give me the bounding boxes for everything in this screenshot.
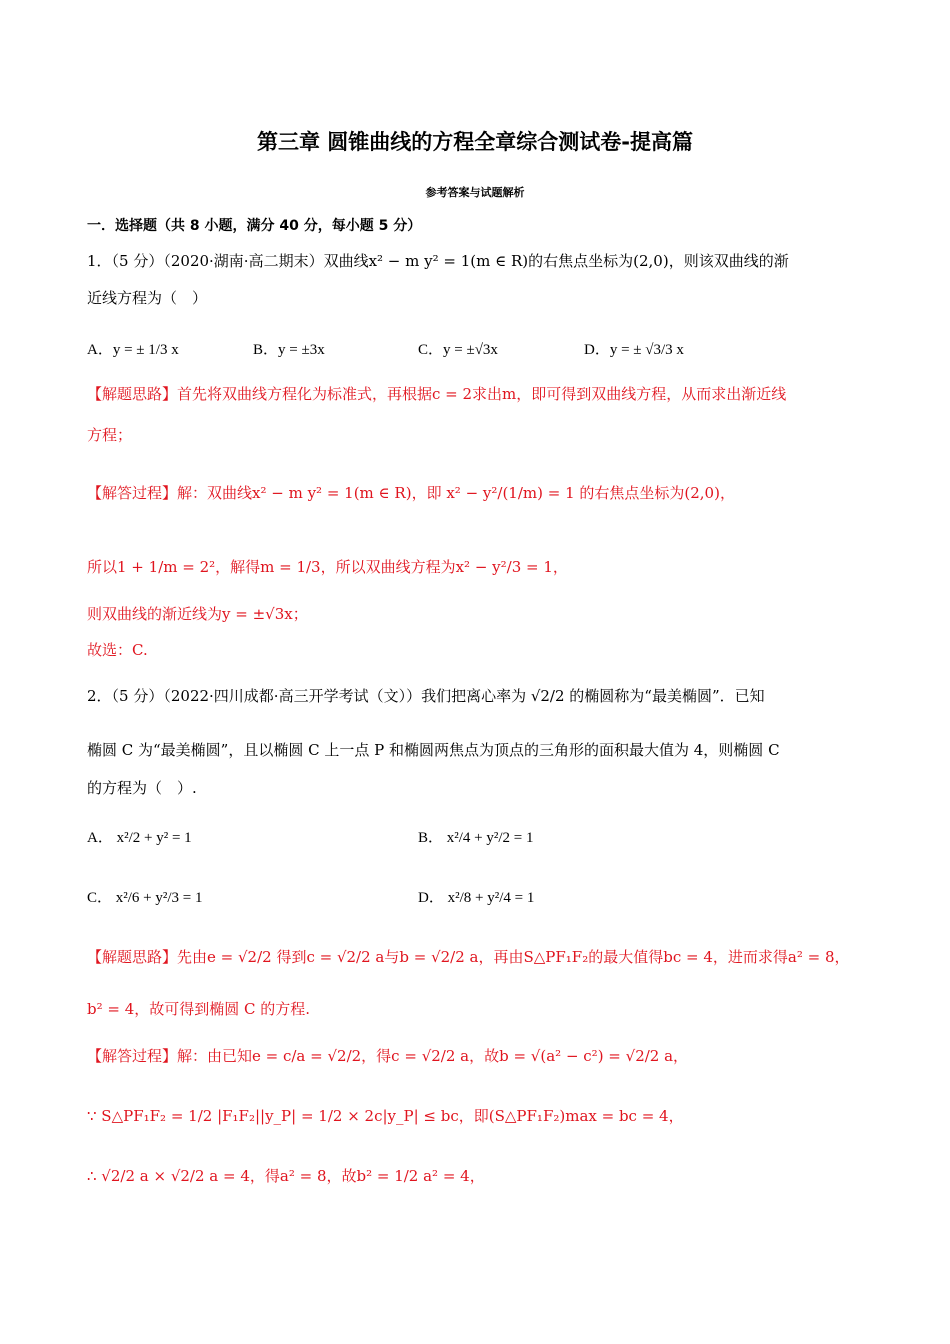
q1-answer: 故选：C. <box>87 641 148 659</box>
q2-solution-process-line2: ∵ S△PF₁F₂ = 1/2 |F₁F₂||y_P| = 1/2 × 2c|y_P| ≤ bc，即(S△PF₁F₂)max = bc = 4， <box>87 1107 684 1125</box>
q1-solution-process-line3: 则双曲线的渐近线为y = ±√3x； <box>87 605 308 623</box>
q2-solution-idea-line1: 【解题思路】先由e = √2/2 得到c = √2/2 a与b = √2/2 a，再由S△PF₁F₂的最大值得bc = 4，进而求得a² = 8， <box>87 948 850 966</box>
q2-stem-line2: 椭圆 C 为“最美椭圆”，且以椭圆 C 上一点 P 和椭圆两焦点为顶点的三角形的面积最大值为 4，则椭圆 C <box>87 741 780 759</box>
q1-option-a: A．y = ± 1/3 x <box>87 342 179 358</box>
q2-option-d: D． x²/8 + y²/4 = 1 <box>418 890 535 906</box>
q2-option-c: C． x²/6 + y²/3 = 1 <box>87 890 203 906</box>
q1-solution-process-line1: 【解答过程】解：双曲线x² − m y² = 1(m ∈ R)，即 x² − y²/(1/m) = 1 的右焦点坐标为(2,0)， <box>87 484 735 502</box>
page-subtitle: 参考答案与试题解析 <box>425 186 525 199</box>
q2-option-a: A． x²/2 + y² = 1 <box>87 830 192 846</box>
q1-solution-process-line2: 所以1 + 1/m = 2²，解得m = 1/3，所以双曲线方程为x² − y²/3 = 1， <box>87 558 568 576</box>
section-heading: 一．选择题（共 8 小题，满分 40 分，每小题 5 分） <box>87 218 422 234</box>
q2-option-b: B． x²/4 + y²/2 = 1 <box>418 830 534 846</box>
q2-stem-line1: 2．（5 分）（2022·四川成都·高三开学考试（文））我们把离心率为 √2/2 的椭圆称为“最美椭圆”．已知 <box>87 687 765 705</box>
q2-stem-line3: 的方程为（ ）. <box>87 779 197 797</box>
q1-option-d: D．y = ± √3/3 x <box>584 342 684 358</box>
q2-solution-process-line3: ∴ √2/2 a × √2/2 a = 4，得a² = 8，故b² = 1/2 a² = 4， <box>87 1167 485 1185</box>
q1-solution-idea-line2: 方程； <box>87 426 133 444</box>
page-title: 第三章 圆锥曲线的方程全章综合测试卷-提高篇 <box>256 130 694 154</box>
q2-solution-idea-line2: b² = 4，故可得到椭圆 C 的方程. <box>87 1000 311 1018</box>
q2-solution-process-line1: 【解答过程】解：由已知e = c/a = √2/2，得c = √2/2 a，故b = √(a² − c²) = √2/2 a， <box>87 1047 689 1065</box>
q1-option-b: B．y = ±3x <box>253 342 325 358</box>
q1-option-c: C．y = ±√3x <box>418 342 498 358</box>
q1-stem-line2: 近线方程为（ ） <box>87 289 208 307</box>
q1-solution-idea-line1: 【解题思路】首先将双曲线方程化为标准式，再根据c = 2求出m，即可得到双曲线方程，从而求出渐近线 <box>87 385 787 403</box>
q1-stem-line1: 1．（5 分）（2020·湖南·高二期末）双曲线x² − m y² = 1(m ∈ R)的右焦点坐标为(2,0)，则该双曲线的渐 <box>87 252 789 270</box>
